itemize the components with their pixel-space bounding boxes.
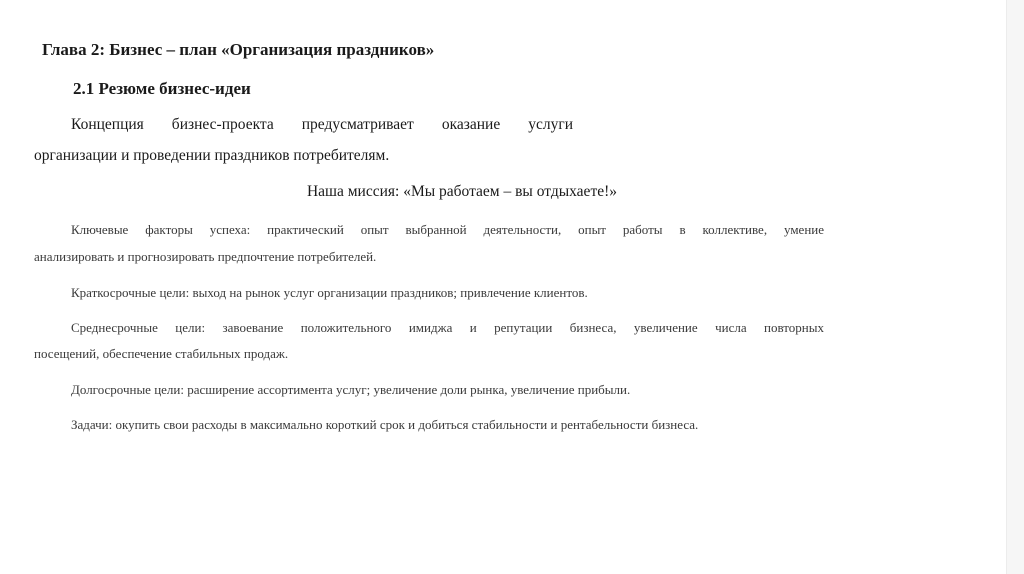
scrollbar[interactable] [1006,0,1024,574]
key-factors-line-2: анализировать и прогнозировать предпочтение потребителей. [34,249,377,264]
long-term-goals: Долгосрочные цели: расширение ассортимента услуг; увеличение доли рынка, увеличение прибыли. [71,382,631,397]
key-factors-line-1: Ключевые факторы успеха: практический опыт выбранной деятельности, опыт работы в коллективе, умение [71,222,824,237]
concept-line-2: организации и проведении праздников потребителям. [34,147,390,164]
short-term-goals: Краткосрочные цели: выход на рынок услуг организации праздников; привлечение клиентов. [71,285,588,300]
chapter-title: Глава 2: Бизнес – план «Организация праздников» [42,40,435,59]
mid-term-goals-line-1: Среднесрочные цели: завоевание положительного имиджа и репутации бизнеса, увеличение числа повторных [71,320,824,335]
section-title: 2.1 Резюме бизнес-идеи [73,79,251,98]
mission-statement: Наша миссия: «Мы работаем – вы отдыхаете!» [306,183,618,200]
mid-term-goals-line-2: посещений, обеспечение стабильных продаж. [34,346,289,361]
tasks-paragraph: Задачи: окупить свои расходы в максимально короткий срок и добиться стабильности и рентабельности бизнеса. [71,417,699,432]
concept-line-1: Концепция бизнес-проекта предусматривает оказание услуги [71,116,573,133]
